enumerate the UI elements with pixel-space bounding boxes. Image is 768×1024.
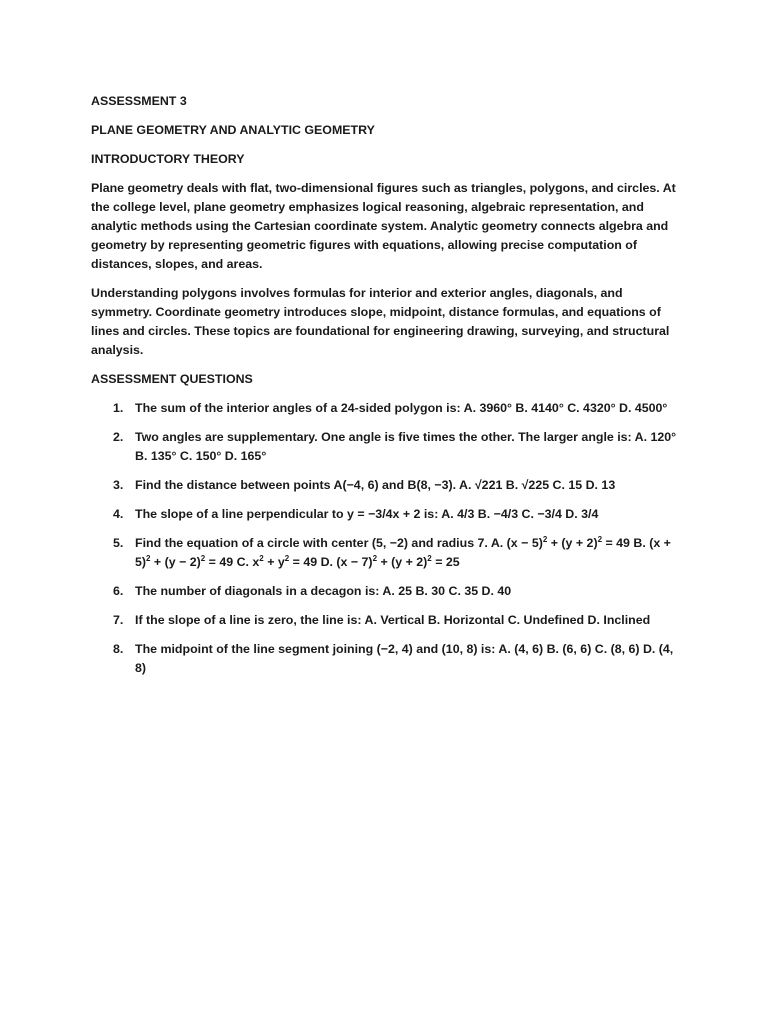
question-item <box>91 611 681 630</box>
question-number: 4. <box>113 507 124 521</box>
question-number: 2. <box>113 430 124 444</box>
question-number: 5. <box>113 536 124 550</box>
questions-heading: ASSESSMENT QUESTIONS <box>91 372 253 386</box>
question-text: Find the distance between points A(−4, 6) and B(8, −3). A. √221 B. √225 C. 15 D. 13 <box>135 478 616 492</box>
document-page <box>91 92 681 688</box>
question-item <box>91 399 681 418</box>
question-list <box>91 399 681 678</box>
theory-paragraph: Plane geometry deals with flat, two-dimensional figures such as triangles, polygons, and circles. At the college level, plane geometry emphasizes logical reasoning, algebraic representation, and analytic methods using the Cartesian coordinate system. Analytic geometry connects algebra and geometry by representing geometric figures with equations, allowing precise computation of distances, slopes, and areas. <box>91 181 676 271</box>
assessment-title: ASSESSMENT 3 <box>91 94 187 108</box>
question-item <box>91 428 681 466</box>
subject-title: PLANE GEOMETRY AND ANALYTIC GEOMETRY <box>91 123 375 137</box>
question-text: If the slope of a line is zero, the line is: A. Vertical B. Horizontal C. Undefined D. Inclined <box>135 613 651 627</box>
question-text: Two angles are supplementary. One angle is five times the other. The larger angle is: A. 120° B. 135° C. 150° D. 165° <box>135 430 677 463</box>
question-text: The midpoint of the line segment joining (−2, 4) and (10, 8) is: A. (4, 6) B. (6, 6) C. (8, 6) D. (4, 8) <box>135 642 674 675</box>
question-item <box>91 505 681 524</box>
question-text: The number of diagonals in a decagon is: A. 25 B. 30 C. 35 D. 40 <box>135 584 512 598</box>
question-item <box>91 582 681 601</box>
question-text: The slope of a line perpendicular to y = −3/4x + 2 is: A. 4/3 B. −4/3 C. −3/4 D. 3/4 <box>135 507 599 521</box>
question-number: 3. <box>113 478 124 492</box>
question-number: 8. <box>113 642 124 656</box>
question-number: 6. <box>113 584 124 598</box>
question-item <box>91 640 681 678</box>
question-text: The sum of the interior angles of a 24-sided polygon is: A. 3960° B. 4140° C. 4320° D. 4500° <box>135 401 668 415</box>
theory-paragraph: Understanding polygons involves formulas for interior and exterior angles, diagonals, and symmetry. Coordinate geometry introduces slope, midpoint, distance formulas, and equations of lines and circles. These topics are foundational for engineering drawing, surveying, and structural analysis. <box>91 286 670 357</box>
question-item <box>91 476 681 495</box>
question-text: Find the equation of a circle with center (5, −2) and radius 7. A. $(x - 5)^2 + (y + 2)^2 = 49$ B. $(x + 5)^2 + (y - 2)^2 = 49$ C. $x^2 + y^2 = 49$ D. $(x - 7)^2 + (y + 2)^2 = 25$ <box>135 535 671 569</box>
question-number: 7. <box>113 613 124 627</box>
question-item <box>91 534 681 572</box>
question-number: 1. <box>113 401 124 415</box>
theory-heading: INTRODUCTORY THEORY <box>91 152 245 166</box>
